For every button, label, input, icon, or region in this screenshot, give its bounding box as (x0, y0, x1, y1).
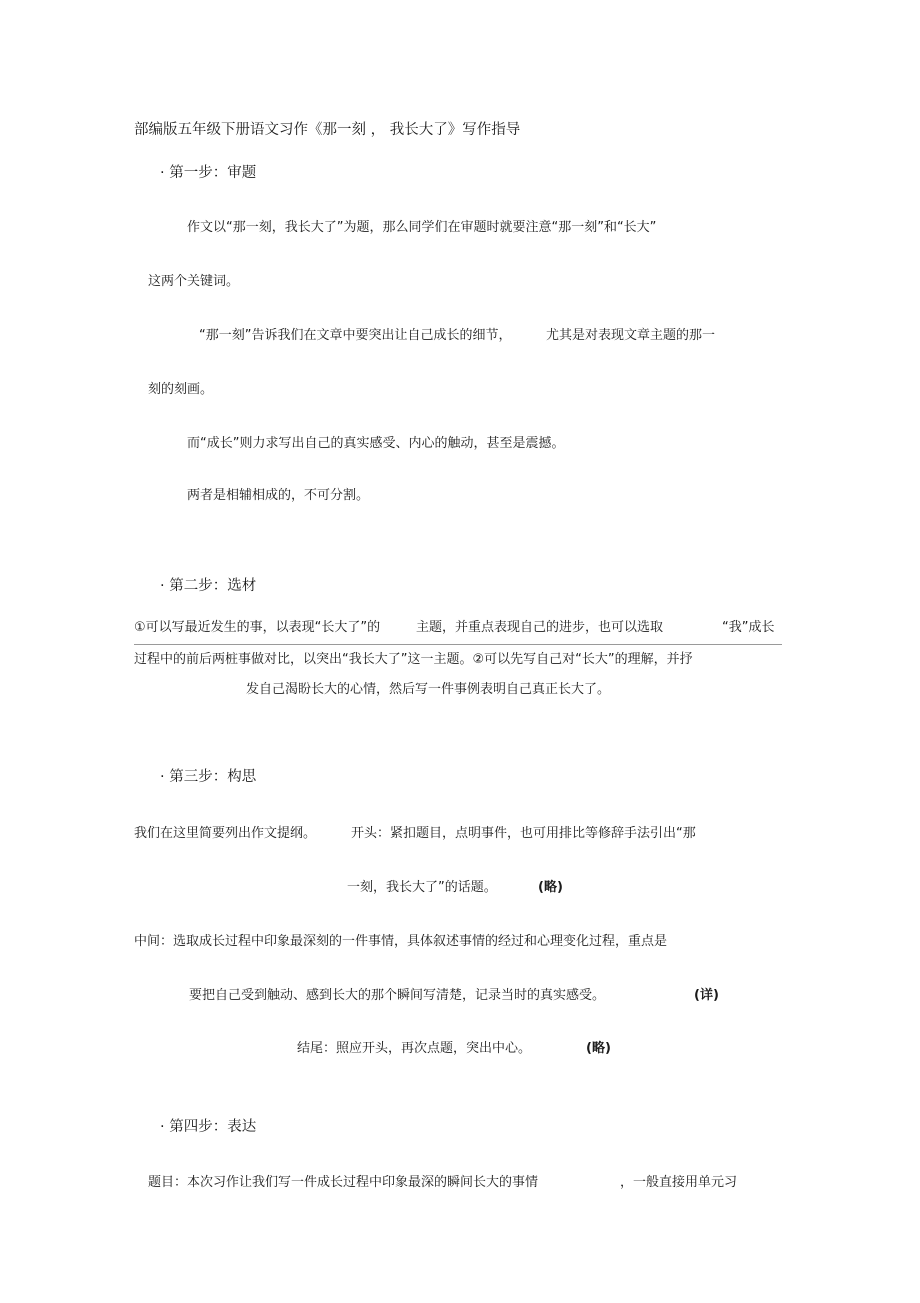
step1-paragraph-3: 而“成长”则力求写出自己的真实感受、内心的触动，甚至是震撼。 (187, 436, 565, 451)
step3-line-2a: 一刻，我长大了”的话题。 (347, 880, 497, 895)
step4-heading: · 第四步：表达 (160, 1119, 257, 1135)
step1-paragraph-4: 两者是相辅相成的，不可分割。 (187, 488, 370, 503)
step3-line-5b: (略) (586, 1041, 611, 1056)
step2-line-3: 发自己渴盼长大的心情，然后写一件事例表明自己真正长大了。 (246, 682, 611, 697)
step3-line-5a: 结尾：照应开头，再次点题，突出中心。 (297, 1041, 532, 1056)
step2-line-2: 过程中的前后两桩事做对比，以突出“我长大了”这一主题。②可以先写自己对“长大”的理解，并抒 (134, 652, 693, 667)
step2-line-1c: “我”成长 (722, 620, 775, 635)
step1-paragraph-1-line-2: 这两个关键词。 (148, 274, 240, 289)
step4-line-1b: ，一般直接用单元习 (620, 1175, 738, 1190)
step1-heading: · 第一步：审题 (160, 165, 257, 181)
step2-line-1b: 主题，并重点表现自己的进步，也可以选取 (416, 620, 664, 635)
step4-line-1a: 题目：本次习作让我们写一件成长过程中印象最深的瞬间长大的事情 (148, 1175, 539, 1190)
step2-heading: · 第二步：选材 (160, 578, 257, 594)
step1-paragraph-1-line-1: 作文以“那一刻，我长大了”为题，那么同学们在审题时就要注意“那一刻”和“长大” (187, 220, 657, 235)
step3-line-4b: (详) (694, 988, 719, 1003)
step1-paragraph-2-line-2: 刻的刻画。 (148, 382, 214, 397)
doc-title: 部编版五年级下册语文习作《那一刻 ， 我长大了》写作指导 (134, 122, 521, 138)
divider-line (134, 644, 782, 645)
step1-paragraph-2-line-1b: 尤其是对表现文章主题的那一 (546, 328, 716, 343)
step3-line-2b: (略) (538, 880, 563, 895)
step3-line-1a: 我们在这里简要列出作文提纲。 (134, 826, 317, 841)
step3-line-3: 中间：选取成长过程中印象最深刻的一件事情，具体叙述事情的经过和心理变化过程，重点是 (134, 934, 668, 949)
step2-line-1a: ①可以写最近发生的事，以表现“长大了”的 (134, 620, 381, 635)
step3-heading: · 第三步：构思 (160, 769, 257, 785)
step3-line-4a: 要把自己受到触动、感到长大的那个瞬间写清楚，记录当时的真实感受。 (189, 988, 606, 1003)
step3-line-1b: 开头：紧扣题目，点明事件，也可用排比等修辞手法引出“那 (351, 826, 696, 841)
step1-paragraph-2-line-1a: “那一刻”告诉我们在文章中要突出让自己成长的细节， (199, 328, 512, 343)
